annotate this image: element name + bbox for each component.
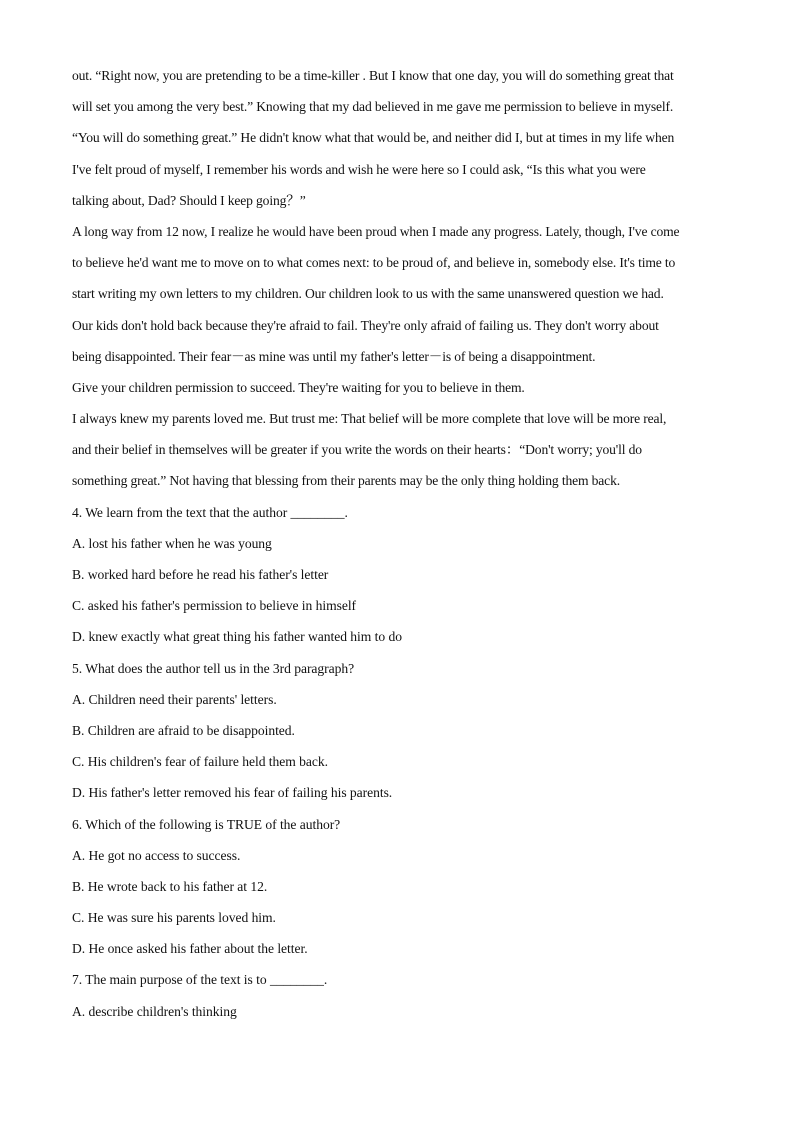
text-line: “You will do something great.” He didn't know what that would be, and neither did I, but at times in my life when bbox=[72, 130, 675, 146]
question-7 bbox=[72, 967, 722, 1029]
answer-option: C. He was sure his parents loved him. bbox=[72, 910, 276, 926]
paragraph-2-end bbox=[72, 63, 722, 219]
paragraph-5 bbox=[72, 406, 722, 500]
question-5 bbox=[72, 656, 722, 812]
question-stem: 5. What does the author tell us in the 3rd paragraph? bbox=[72, 660, 355, 676]
answer-option: A. describe children's thinking bbox=[72, 1003, 237, 1019]
text-line: something great.” Not having that blessing from their parents may be the only thing holding them back. bbox=[72, 473, 620, 489]
text-line: and their belief in themselves will be greater if you write the words on their hearts：“Don't worry; you'll do bbox=[72, 442, 642, 458]
text-line: talking about, Dad? Should I keep going？” bbox=[72, 192, 306, 208]
question-4 bbox=[72, 500, 722, 656]
answer-option: B. worked hard before he read his father's letter bbox=[72, 567, 329, 582]
paragraph-4 bbox=[72, 375, 722, 406]
text-line: will set you among the very best.” Knowing that my dad believed in me gave me permission to believe in myself. bbox=[72, 99, 674, 115]
text-line: to believe he'd want me to move on to what comes next: to be proud of, and believe in, somebody else. It's time to bbox=[72, 255, 676, 271]
answer-option: A. He got no access to success. bbox=[72, 847, 241, 863]
answer-option: D. His father's letter removed his fear of failing his parents. bbox=[72, 785, 393, 801]
answer-option: C. His children's fear of failure held them back. bbox=[72, 754, 328, 770]
answer-option: C. asked his father's permission to believe in himself bbox=[72, 598, 357, 614]
question-stem: 6. Which of the following is TRUE of the author? bbox=[72, 816, 341, 832]
answer-option: B. Children are afraid to be disappointed. bbox=[72, 722, 295, 738]
question-6 bbox=[72, 812, 722, 968]
answer-option: D. He once asked his father about the letter. bbox=[72, 941, 308, 957]
passage bbox=[72, 63, 722, 500]
answer-option: B. He wrote back to his father at 12. bbox=[72, 878, 268, 894]
answer-option: A. Children need their parents' letters. bbox=[72, 691, 277, 707]
text-line: I've felt proud of myself, I remember his words and wish he were here so I could ask, “Is this what you were bbox=[72, 161, 646, 177]
answer-option: A. lost his father when he was young bbox=[72, 535, 272, 551]
text-line: I always knew my parents loved me. But trust me: That belief will be more complete that love will be more real, bbox=[72, 411, 667, 427]
questions bbox=[72, 500, 722, 1030]
text-line: out. “Right now, you are pretending to be a time-killer . But I know that one day, you will do something great that bbox=[72, 68, 674, 83]
question-stem: 7. The main purpose of the text is to ________. bbox=[72, 972, 328, 988]
text-line: Our kids don't hold back because they're afraid to fail. They're only afraid of failing us. They don't worry about bbox=[72, 317, 659, 333]
answer-option: D. knew exactly what great thing his father wanted him to do bbox=[72, 629, 402, 645]
question-stem: 4. We learn from the text that the author ________. bbox=[72, 504, 348, 520]
text-line: start writing my own letters to my children. Our children look to us with the same unanswered question we had. bbox=[72, 286, 664, 302]
text-line: A long way from 12 now, I realize he would have been proud when I made any progress. Lately, though, I've come bbox=[72, 223, 680, 239]
paragraph-3 bbox=[72, 219, 722, 375]
document-page bbox=[72, 63, 722, 1030]
text-line: Give your children permission to succeed. They're waiting for you to believe in them. bbox=[72, 379, 525, 395]
text-line: being disappointed. Their fear－as mine was until my father's letter－is of being a disappointment. bbox=[72, 348, 596, 364]
